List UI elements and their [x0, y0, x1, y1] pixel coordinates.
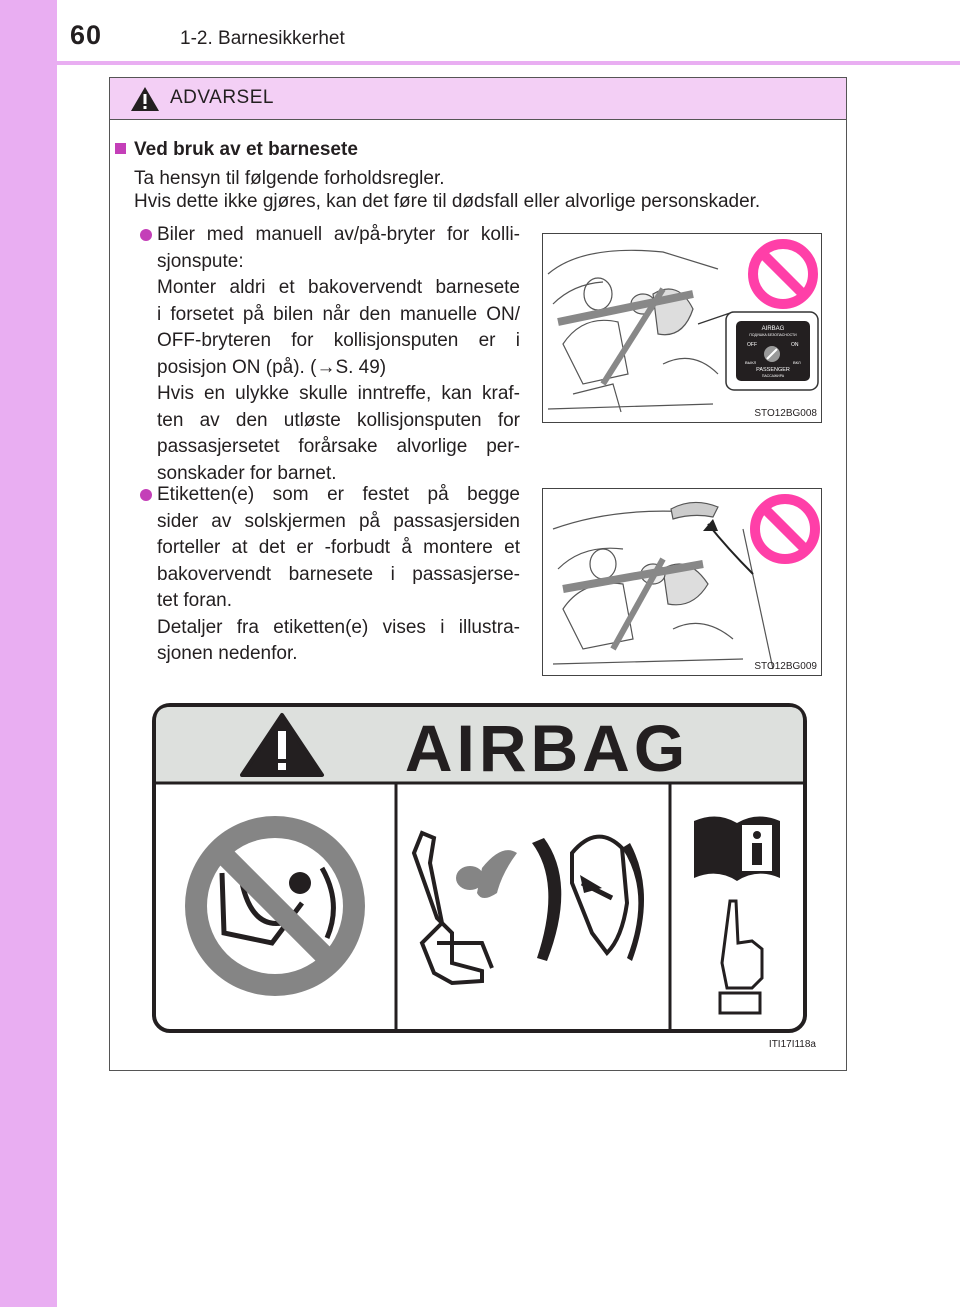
warning-triangle-icon [130, 86, 160, 112]
svg-text:ВЫКЛ: ВЫКЛ [745, 360, 757, 365]
svg-text:ВКЛ: ВКЛ [793, 360, 801, 365]
bullet-sunvisor-label [140, 482, 520, 672]
bullet-text: Etiketten(e) som er festet på begge sider av solskjermen på passasjersiden forteller at det er -forbudt å montere et bakovervendt barnesete i passasjerse- tet foran. Detaljer fra etiketten(e) vises i illustra- sjonen nedenfor. [157, 484, 520, 664]
warning-intro [134, 167, 839, 213]
page-number: 60 [70, 20, 103, 50]
svg-text:ПАССАЖИРА: ПАССАЖИРА [761, 374, 785, 378]
warning-label: ADVARSEL [170, 87, 274, 108]
header-rule [57, 61, 960, 65]
prohibition-icon [753, 244, 813, 304]
airbag-label-title: AIRBAG [404, 711, 690, 785]
svg-text:ON: ON [791, 342, 799, 348]
warning-heading: Ved bruk av et barnesete [115, 139, 358, 161]
svg-text:OFF: OFF [747, 342, 757, 348]
figure-sunvisor [542, 488, 822, 676]
no-rear-facing-seat-icon [185, 816, 365, 996]
intro-line: Hvis dette ikke gjøres, kan det føre til dødsfall eller alvorlige personskader. [134, 191, 761, 212]
svg-text:AIRBAG: AIRBAG [761, 326, 785, 332]
airbag-switch-panel [726, 312, 818, 390]
prohibition-icon [755, 499, 815, 559]
car-interior-illustration [543, 489, 821, 675]
section-title: 1-2. Barnesikkerhet [180, 28, 345, 49]
round-bullet-icon [140, 489, 152, 501]
warning-header [110, 78, 846, 120]
square-bullet-icon [115, 143, 126, 154]
intro-line: Ta hensyn til følgende forholdsregler. [134, 168, 445, 189]
figure-code: STO12BG008 [754, 408, 817, 419]
round-bullet-icon [140, 229, 152, 241]
car-interior-illustration [543, 234, 821, 422]
figure-airbag-switch [542, 233, 822, 423]
bullet-text: Biler med manuell av/på-bryter for kolli- sjonspute: Monter aldri et bakovervendt barnesete i forsetet på bilen når den manuelle ON/ OFF-bryteren for kollisjonsputen er i posisjon ON (på). (→S. 49) Hvis en ulykke skulle inntreffe, kan kraf- ten av den utløste kollisjonsputen for passasjersetet forårsake alvorlige per- sonskader for barnet. [157, 224, 520, 484]
side-tab [0, 0, 57, 1307]
airbag-warning-label [152, 703, 807, 1033]
figure-code: ITI17I118a [768, 1039, 816, 1050]
svg-text:PASSENGER: PASSENGER [756, 367, 790, 373]
warning-box [109, 77, 847, 1071]
figure-code: STO12BG009 [754, 661, 817, 672]
svg-text:ПОДУШКА БЕЗОПАСНОСТИ: ПОДУШКА БЕЗОПАСНОСТИ [749, 333, 797, 337]
airbag-label-illustration [152, 703, 807, 1033]
bullet-manual-switch [140, 222, 520, 487]
